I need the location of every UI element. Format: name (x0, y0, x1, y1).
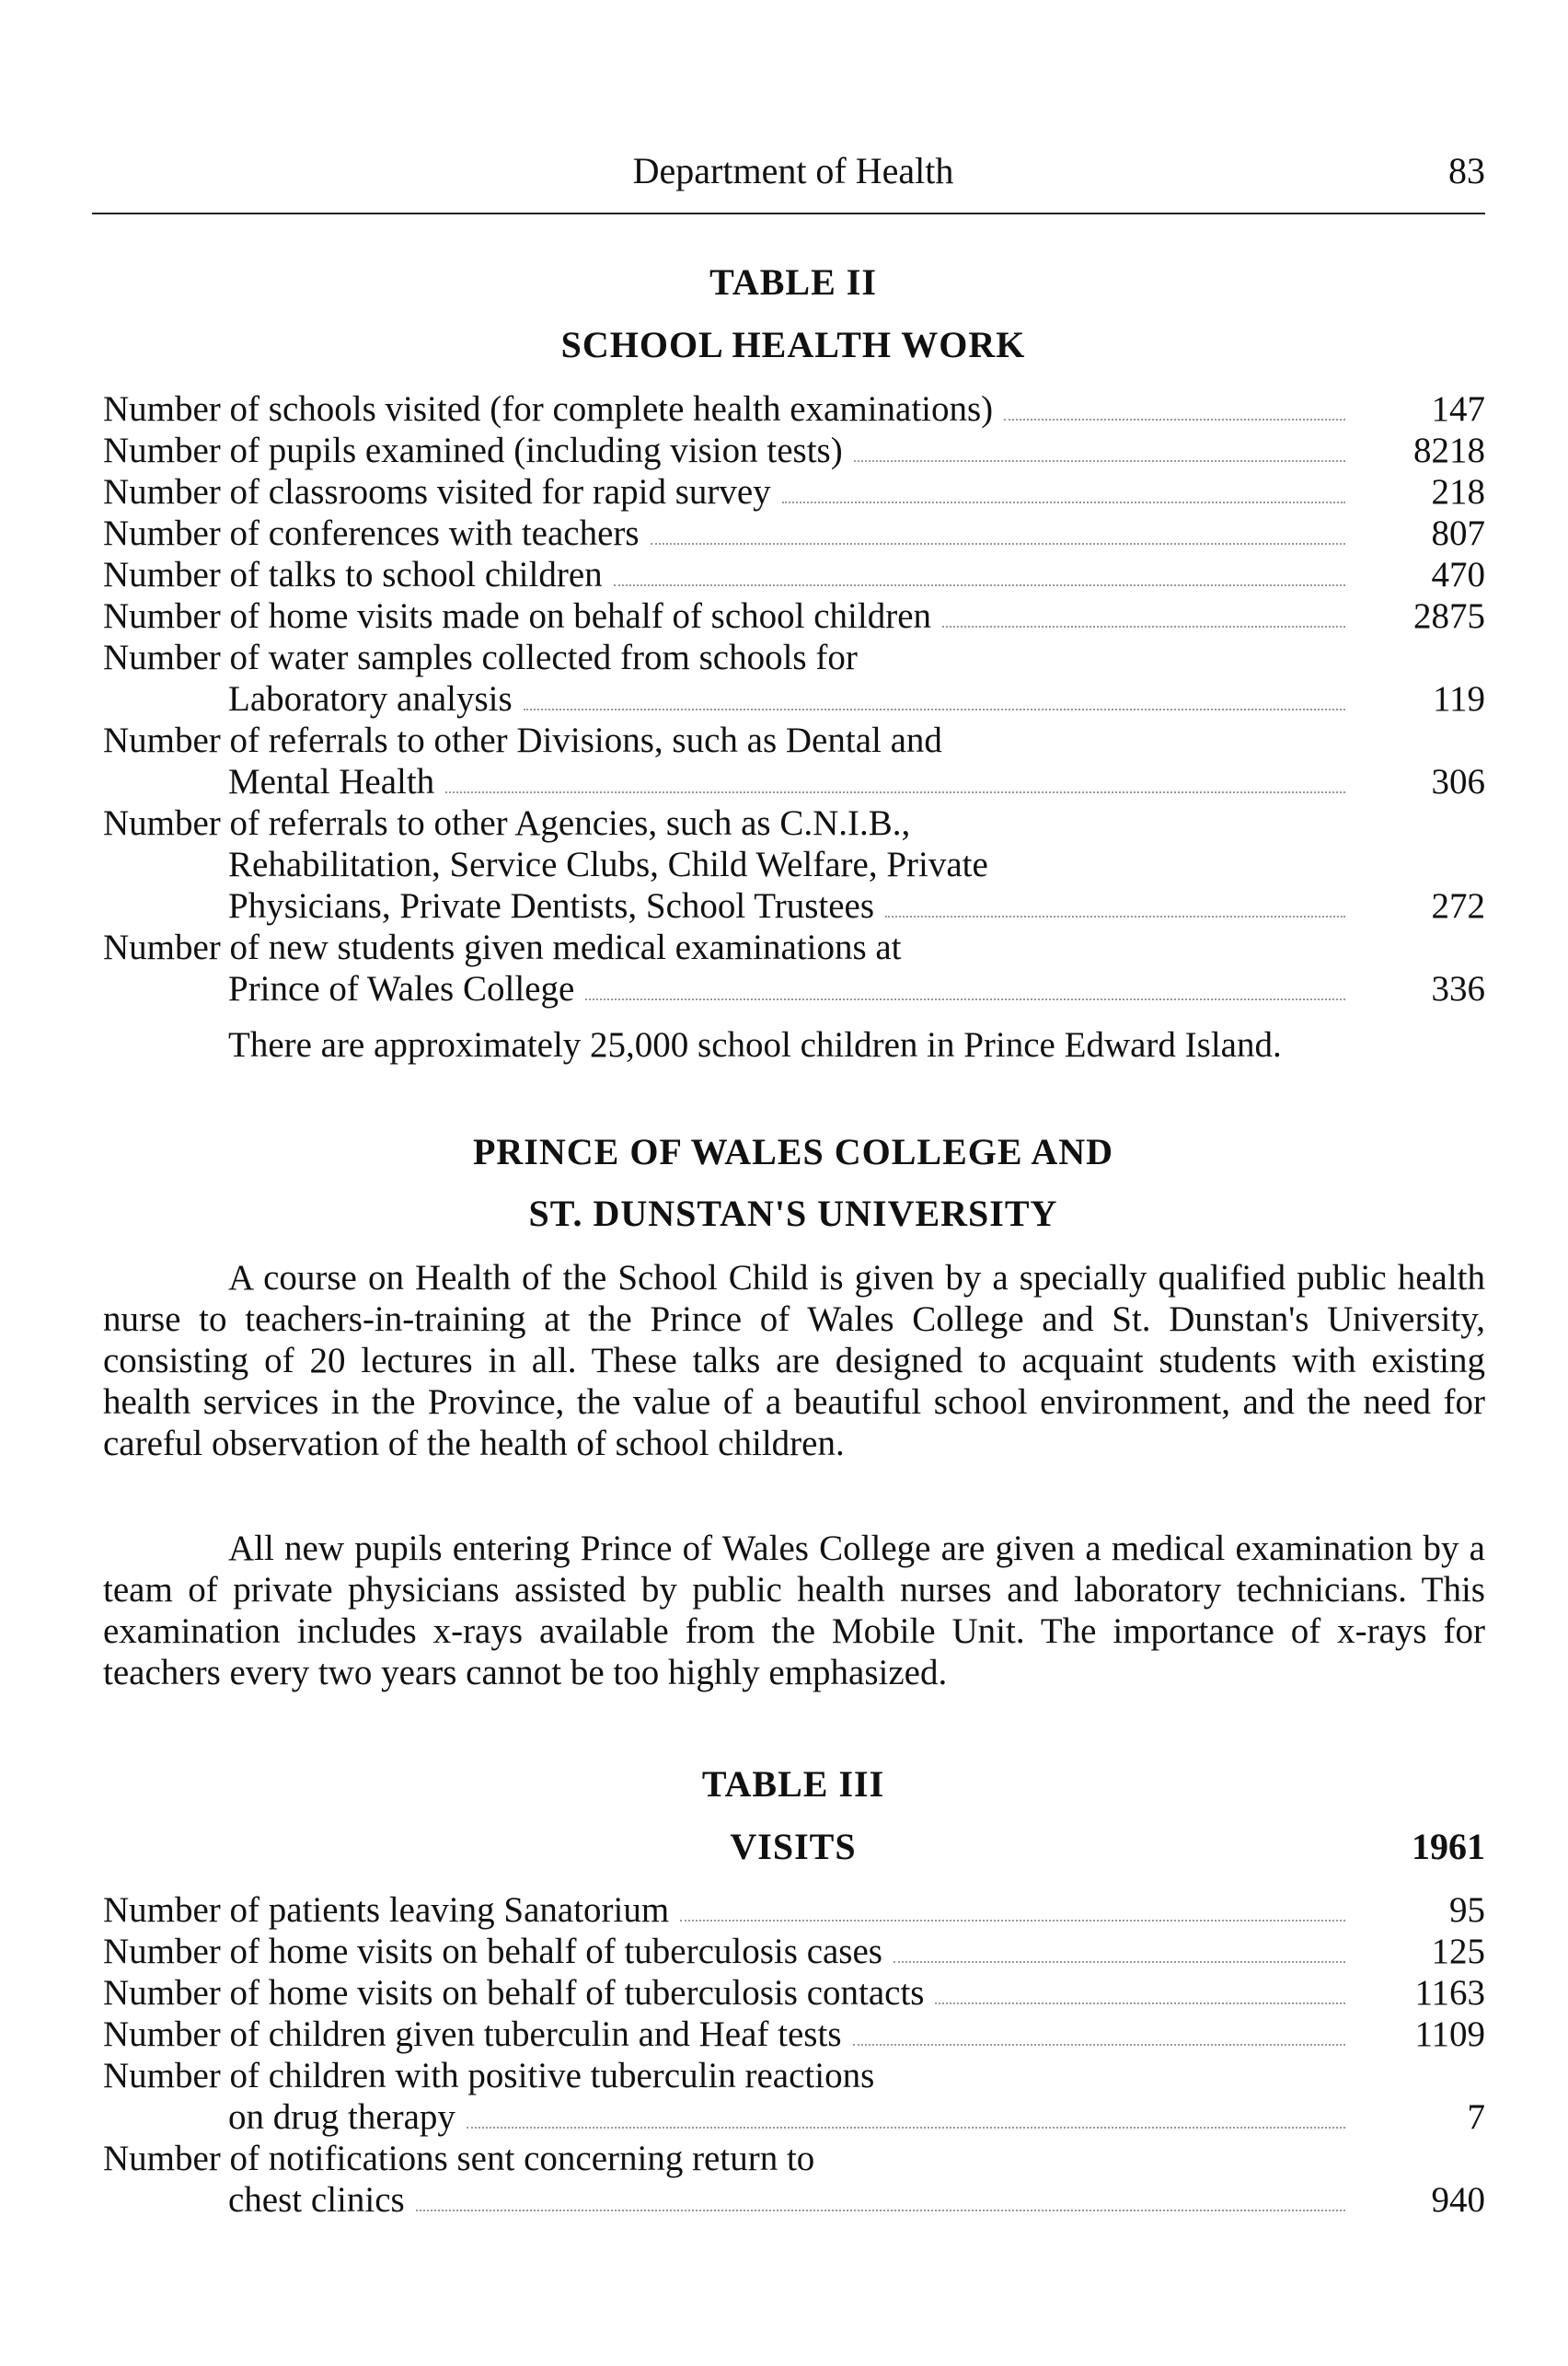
row-line (103, 554, 1485, 595)
table-row (103, 595, 1485, 637)
row-continuation-line (103, 678, 1485, 720)
dot-leader (467, 2127, 1345, 2129)
header-rule (92, 213, 1485, 214)
section-paragraph-1 (103, 1257, 1485, 1464)
row-label: Number of patients leaving Sanatorium (103, 1890, 670, 1930)
table-row (103, 554, 1485, 595)
row-value: 95 (1449, 1890, 1485, 1930)
row-label: on drug therapy (228, 2097, 455, 2137)
row-label: Number of classrooms visited for rapid survey (103, 472, 771, 512)
row-value: 306 (1431, 762, 1485, 802)
row-value: 125 (1431, 1932, 1485, 1971)
table-ii-title: SCHOOL HEALTH WORK (560, 324, 1026, 365)
dot-leader (894, 1961, 1345, 1963)
row-value: 470 (1431, 555, 1485, 594)
table-ii-caption: TABLE II (709, 261, 877, 303)
dot-leader (935, 2002, 1345, 2004)
row-label: Prince of Wales College (228, 969, 575, 1009)
row-value: 218 (1431, 472, 1485, 512)
row-line (103, 2014, 1485, 2055)
table-iii (103, 1889, 1485, 2221)
section-paragraph-2 (103, 1528, 1485, 1693)
row-label: Number of referrals to other Divisions, such as Dental and (103, 721, 942, 760)
row-value: 2875 (1413, 596, 1485, 636)
row-value: 1109 (1414, 2014, 1485, 2054)
paragraph-1-text: A course on Health of the School Child is given by a specially qualified public health nurse to teachers-in-training at the Prince of Wales College and St. Dunstan's University, consisting of 20 lectures in all. These talks are designed to acquaint students with existing health services in the Province, the value of a beautiful school environment, and the need for careful observation of the health of school children. (103, 1258, 1485, 1463)
table-iii-title: VISITS (730, 1826, 857, 1867)
row-value: 1163 (1414, 1973, 1485, 2013)
dot-leader (942, 626, 1345, 628)
table-ii (103, 388, 1485, 1010)
page-header (101, 149, 1485, 199)
dot-leader (585, 998, 1345, 1000)
row-value: 119 (1432, 679, 1485, 719)
dot-leader (651, 543, 1345, 545)
running-title: Department of Health (632, 150, 954, 191)
row-continuation-line (103, 885, 1485, 927)
row-line (103, 430, 1485, 471)
row-line (103, 513, 1485, 554)
dot-leader (445, 791, 1345, 793)
table-row (103, 927, 1485, 1010)
row-line (103, 388, 1485, 430)
table-row (103, 1931, 1485, 1972)
row-line (103, 1931, 1485, 1972)
row-line (103, 595, 1485, 637)
row-label: Number of children with positive tuberculin reactions (103, 2056, 875, 2095)
row-label: Number of home visits made on behalf of school children (103, 596, 932, 636)
row-label: Laboratory analysis (228, 679, 513, 719)
note-text: There are approximately 25,000 school children in Prince Edward Island. (228, 1025, 1282, 1065)
row-label: Number of water samples collected from schools for (103, 638, 858, 677)
row-continuation-line (103, 761, 1485, 802)
table-row (103, 2055, 1485, 2138)
row-label: Number of pupils examined (including vision tests) (103, 431, 843, 470)
table-row (103, 471, 1485, 513)
row-label: Number of talks to school children (103, 555, 603, 594)
dot-leader (614, 584, 1345, 586)
table-row (103, 430, 1485, 471)
row-line (103, 2055, 1485, 2096)
row-continuation-line (103, 2179, 1485, 2221)
row-line (103, 720, 1485, 761)
dot-leader (885, 916, 1345, 918)
dot-leader (416, 2210, 1345, 2211)
row-line (103, 1889, 1485, 1931)
dot-leader (1004, 419, 1345, 421)
table-row (103, 2138, 1485, 2221)
row-label: Rehabilitation, Service Clubs, Child Welfare, Private (228, 845, 988, 884)
row-line (103, 1972, 1485, 2014)
table-row (103, 2014, 1485, 2055)
row-line (103, 471, 1485, 513)
page-number: 83 (1448, 150, 1485, 191)
dot-leader (853, 2044, 1346, 2046)
row-label: Number of home visits on behalf of tuberculosis contacts (103, 1973, 925, 2013)
table-row (103, 1889, 1485, 1931)
row-continuation-line (103, 844, 1485, 885)
row-label: Physicians, Private Dentists, School Trustees (228, 886, 875, 926)
row-label: Number of notifications sent concerning return to (103, 2139, 815, 2178)
dot-leader (680, 1920, 1345, 1922)
row-value: 272 (1431, 886, 1485, 926)
row-label: chest clinics (228, 2180, 405, 2220)
row-label: Number of new students given medical examinations at (103, 928, 902, 967)
table-row (103, 513, 1485, 554)
row-label: Number of schools visited (for complete health examinations) (103, 389, 994, 429)
paragraph-2-text: All new pupils entering Prince of Wales College are given a medical examination by a team of private physicians assisted by public health nurses and laboratory technicians. This examination includes x-rays available from the Mobile Unit. The importance of x-rays for teachers every two years cannot be too highly emphasized. (103, 1529, 1485, 1692)
row-continuation-line (103, 2096, 1485, 2138)
table-row (103, 388, 1485, 430)
dot-leader (524, 709, 1345, 710)
row-line (103, 637, 1485, 678)
table-row (103, 1972, 1485, 2014)
row-value: 336 (1431, 969, 1485, 1009)
row-label: Number of children given tuberculin and Heaf tests (103, 2014, 842, 2054)
dot-leader (782, 502, 1345, 503)
section-title-line1: PRINCE OF WALES COLLEGE AND (472, 1131, 1114, 1172)
table-row (103, 637, 1485, 720)
dot-leader (854, 460, 1345, 462)
note-paragraph (103, 1024, 1485, 1066)
row-value: 7 (1467, 2097, 1485, 2137)
table-row (103, 802, 1485, 927)
row-label: Number of conferences with teachers (103, 514, 640, 553)
row-value: 807 (1431, 514, 1485, 553)
row-value: 940 (1431, 2180, 1485, 2220)
row-line (103, 2138, 1485, 2179)
table-iii-caption: TABLE III (701, 1763, 885, 1805)
table-iii-year: 1961 (1412, 1826, 1485, 1867)
row-value: 147 (1431, 389, 1485, 429)
row-line (103, 802, 1485, 844)
table-row (103, 720, 1485, 802)
row-line (103, 927, 1485, 968)
row-label: Mental Health (228, 762, 435, 802)
section-title-line2: ST. DUNSTAN'S UNIVERSITY (528, 1193, 1058, 1234)
row-continuation-line (103, 968, 1485, 1010)
row-value: 8218 (1413, 431, 1485, 470)
row-label: Number of home visits on behalf of tuberculosis cases (103, 1932, 882, 1971)
row-label: Number of referrals to other Agencies, such as C.N.I.B., (103, 803, 911, 843)
